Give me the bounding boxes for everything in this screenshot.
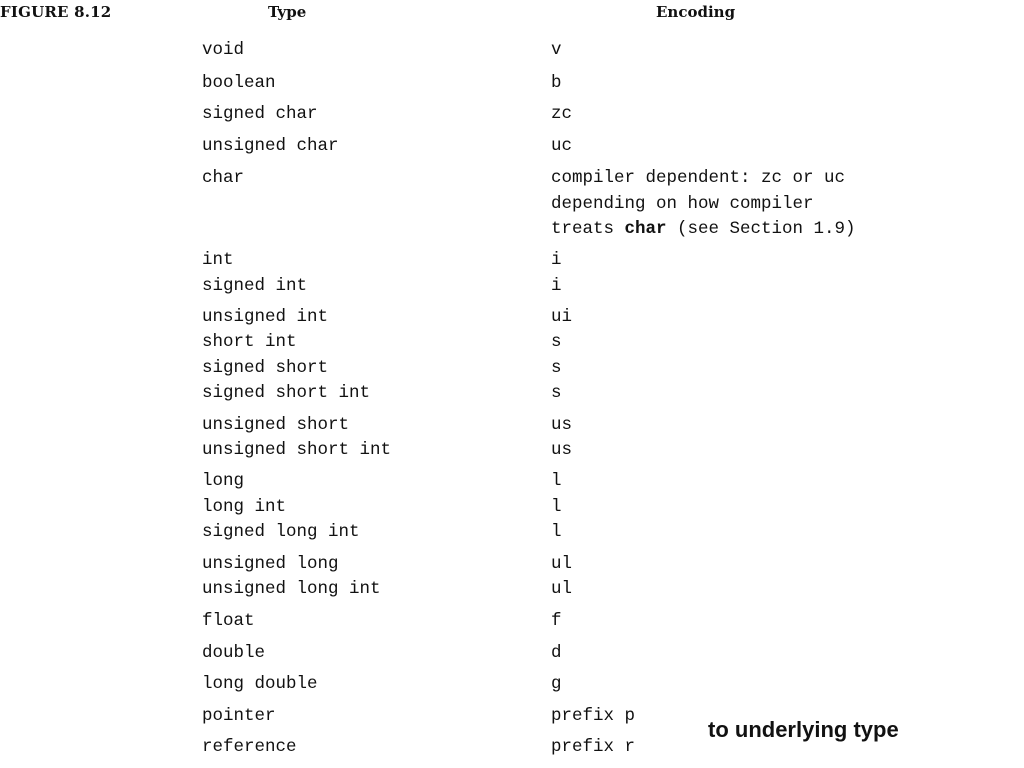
type-cell: float xyxy=(202,611,255,631)
encoding-cell: ul xyxy=(551,579,573,599)
type-cell: long double xyxy=(202,674,318,694)
encoding-cell: s xyxy=(551,358,562,378)
type-cell: long int xyxy=(202,497,287,517)
encoding-cell: prefix p xyxy=(551,706,636,726)
encoding-cell: uc xyxy=(551,136,573,156)
encoding-cell xyxy=(551,217,856,241)
figure-label: FIGURE 8.12 xyxy=(0,3,112,21)
encoding-cell: f xyxy=(551,611,562,631)
type-cell: boolean xyxy=(202,73,276,93)
encoding-column-header: Encoding xyxy=(656,3,736,21)
encoding-text: (see Section 1.9) xyxy=(666,219,856,239)
type-cell: reference xyxy=(202,737,297,757)
annotation-note: to underlying type xyxy=(708,717,899,742)
type-cell: signed short int xyxy=(202,383,371,403)
type-cell: unsigned short xyxy=(202,415,350,435)
type-cell: signed long int xyxy=(202,522,360,542)
encoding-cell: depending on how compiler xyxy=(551,194,814,214)
encoding-cell: d xyxy=(551,643,562,663)
type-column-header: Type xyxy=(268,3,307,21)
encoding-cell: g xyxy=(551,674,562,694)
encoding-cell: b xyxy=(551,73,562,93)
encoding-cell: ui xyxy=(551,307,573,327)
type-cell: int xyxy=(202,250,234,270)
type-cell: unsigned char xyxy=(202,136,339,156)
encoding-cell: prefix r xyxy=(551,737,636,757)
type-cell: unsigned long xyxy=(202,554,339,574)
type-cell: signed char xyxy=(202,104,318,124)
encoding-keyword: char xyxy=(624,219,667,239)
type-cell: unsigned long int xyxy=(202,579,381,599)
encoding-cell: compiler dependent: zc or uc xyxy=(551,168,846,188)
encoding-cell: s xyxy=(551,332,562,352)
type-cell: signed short xyxy=(202,358,329,378)
encoding-cell: l xyxy=(551,522,562,542)
encoding-cell: i xyxy=(551,250,562,270)
type-cell: unsigned short int xyxy=(202,440,392,460)
encoding-cell: l xyxy=(551,497,562,517)
encoding-cell: zc xyxy=(551,104,573,124)
type-cell: short int xyxy=(202,332,297,352)
type-cell: char xyxy=(202,168,245,188)
encoding-text: treats xyxy=(551,219,625,239)
encoding-cell: i xyxy=(551,276,562,296)
encoding-cell: us xyxy=(551,415,573,435)
type-cell: pointer xyxy=(202,706,276,726)
type-cell: signed int xyxy=(202,276,308,296)
encoding-cell: v xyxy=(551,40,562,60)
encoding-cell: l xyxy=(551,471,562,491)
encoding-cell: us xyxy=(551,440,573,460)
encoding-cell: s xyxy=(551,383,562,403)
type-cell: unsigned int xyxy=(202,307,329,327)
type-cell: void xyxy=(202,40,245,60)
type-cell: double xyxy=(202,643,266,663)
encoding-cell: ul xyxy=(551,554,573,574)
type-cell: long xyxy=(202,471,245,491)
